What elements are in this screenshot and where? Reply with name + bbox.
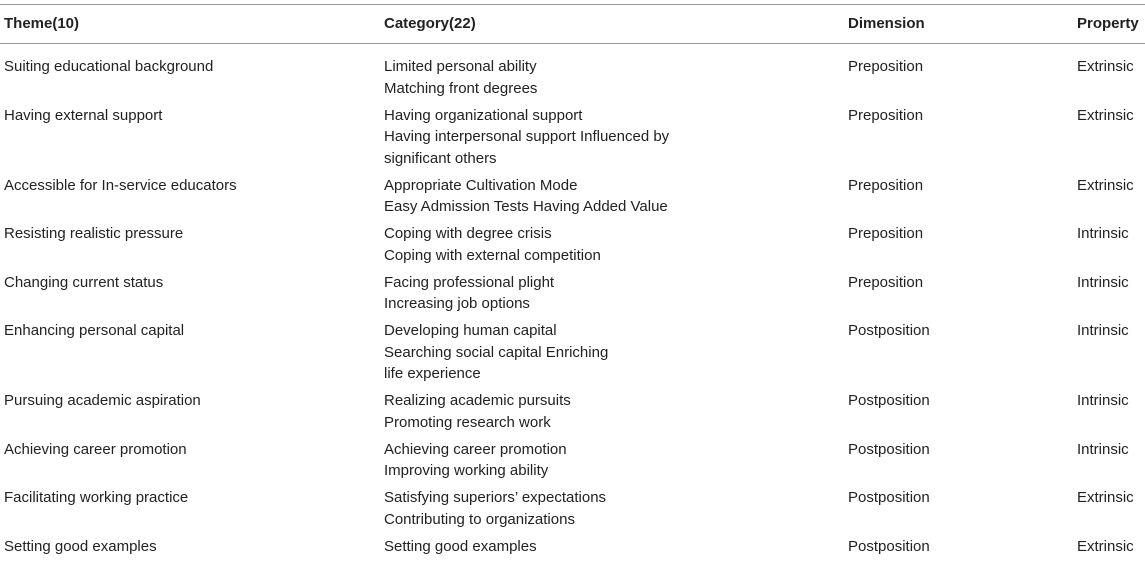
category-line: Searching social capital Enriching	[384, 343, 609, 361]
cell-property: Intrinsic	[1077, 273, 1129, 291]
table-row	[0, 223, 1145, 272]
table-row	[0, 536, 1145, 563]
category-line: Facing professional plight	[384, 273, 555, 291]
cell-dimension: Postposition	[848, 489, 930, 506]
cell-dimension: Preposition	[848, 58, 924, 75]
cell-category	[384, 439, 567, 482]
category-line: Achieving career promotion	[384, 440, 567, 458]
table-body	[0, 56, 1145, 563]
table-row	[0, 439, 1145, 488]
category-line: Having interpersonal support Influenced by	[384, 128, 670, 145]
table-row	[0, 272, 1145, 321]
table-header-row	[0, 4, 1145, 43]
category-line: Limited personal ability	[384, 58, 537, 75]
cell-category	[384, 105, 669, 170]
category-line: life experience	[384, 365, 481, 382]
table-row	[0, 320, 1145, 390]
category-line: Increasing job options	[384, 295, 530, 312]
header-property: Property	[1077, 15, 1139, 32]
cell-property: Intrinsic	[1077, 440, 1129, 458]
cell-theme: Suiting educational background	[4, 58, 214, 75]
cell-property: Intrinsic	[1077, 322, 1129, 339]
category-line: Easy Admission Tests Having Added Value	[384, 198, 668, 215]
cell-theme: Enhancing personal capital	[4, 322, 185, 339]
cell-theme: Setting good examples	[4, 537, 157, 555]
cell-category	[384, 390, 571, 433]
category-line: significant others	[384, 149, 497, 167]
header-category: Category(22)	[384, 15, 476, 32]
cell-theme: Pursuing academic aspiration	[4, 392, 201, 409]
cell-theme: Facilitating working practice	[4, 489, 189, 506]
cell-dimension: Preposition	[848, 225, 924, 242]
cell-category	[384, 223, 601, 266]
cell-category	[384, 272, 554, 315]
category-line: Developing human capital	[384, 322, 557, 339]
category-line: Realizing academic pursuits	[384, 392, 571, 409]
table-row	[0, 105, 1145, 175]
category-line: Contributing to organizations	[384, 510, 575, 528]
category-line: Having organizational support	[384, 106, 583, 124]
cell-property: Extrinsic	[1077, 58, 1134, 75]
category-line: Coping with external competition	[384, 246, 601, 264]
cell-category	[384, 175, 668, 218]
cell-dimension: Postposition	[848, 537, 930, 555]
category-line: Satisfying superiors’ expectations	[384, 489, 607, 506]
cell-dimension: Preposition	[848, 273, 924, 291]
category-line: Improving working ability	[384, 462, 549, 479]
cell-theme: Changing current status	[4, 273, 164, 291]
cell-dimension: Postposition	[848, 322, 930, 339]
category-line: Matching front degrees	[384, 79, 538, 97]
cell-property: Extrinsic	[1077, 537, 1134, 555]
cell-category	[384, 487, 606, 530]
cell-property: Extrinsic	[1077, 176, 1134, 194]
category-line: Promoting research work	[384, 413, 551, 431]
table-row	[0, 487, 1145, 536]
cell-theme: Resisting realistic pressure	[4, 225, 184, 242]
table-header-rule	[0, 43, 1145, 44]
cell-property: Extrinsic	[1077, 106, 1134, 124]
cell-property: Extrinsic	[1077, 489, 1134, 506]
header-dimension: Dimension	[848, 15, 925, 32]
cell-category	[384, 536, 537, 558]
cell-dimension: Postposition	[848, 392, 930, 409]
category-line: Coping with degree crisis	[384, 225, 552, 242]
cell-property: Intrinsic	[1077, 225, 1129, 242]
category-line: Setting good examples	[384, 537, 537, 555]
header-theme: Theme(10)	[4, 15, 80, 32]
cell-property: Intrinsic	[1077, 392, 1129, 409]
cell-theme: Accessible for In-service educators	[4, 176, 237, 194]
cell-theme: Achieving career promotion	[4, 440, 187, 458]
table-row	[0, 56, 1145, 105]
table-row	[0, 175, 1145, 224]
table-row	[0, 390, 1145, 439]
category-line: Appropriate Cultivation Mode	[384, 176, 578, 194]
cell-category	[384, 56, 537, 99]
cell-category	[384, 320, 608, 385]
cell-dimension: Postposition	[848, 440, 930, 458]
cell-dimension: Preposition	[848, 106, 924, 124]
cell-dimension: Preposition	[848, 176, 924, 194]
cell-theme: Having external support	[4, 106, 163, 124]
